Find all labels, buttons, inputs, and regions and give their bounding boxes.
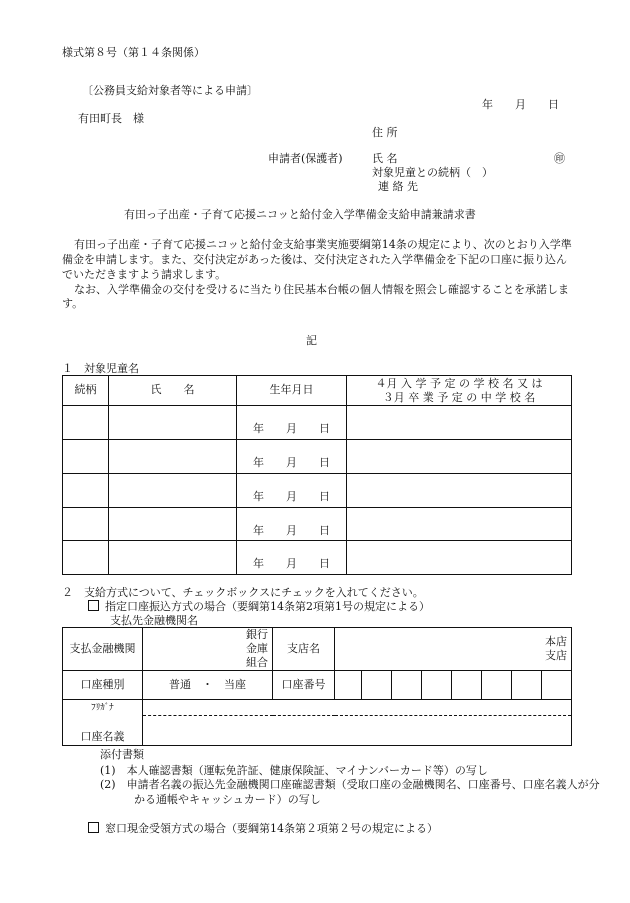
digit-box[interactable] — [541, 671, 571, 699]
addressee: 有田町長 様 — [78, 112, 144, 125]
birthdate-cell[interactable] — [237, 439, 347, 473]
holder-row — [63, 716, 572, 746]
bank-name-cell[interactable] — [143, 628, 273, 671]
relation-cell[interactable] — [63, 439, 109, 473]
bank-type-shinkin: 金庫 — [246, 642, 268, 656]
option-bank-transfer-label: 指定口座振込方式の場合（要綱第14条第2項第1号の規定による） — [105, 600, 430, 613]
relation-cell[interactable] — [63, 507, 109, 541]
bank-heading: 支払先金融機関名 — [110, 614, 198, 627]
header-birthdate: 生年月日 — [237, 376, 347, 406]
school-cell[interactable] — [347, 507, 572, 541]
name-cell[interactable] — [109, 406, 237, 440]
relation-cell[interactable] — [63, 541, 109, 575]
digit-box[interactable] — [361, 671, 391, 699]
holder-cell[interactable] — [143, 716, 572, 746]
bank-transfer-checkbox[interactable] — [88, 600, 99, 611]
relation-cell[interactable] — [63, 473, 109, 507]
cash-pickup-checkbox[interactable] — [88, 822, 99, 833]
option-cash-pickup-label: 窓口現金受領方式の場合（要綱第14条第２項第２号の規定による） — [105, 822, 438, 835]
digit-box[interactable] — [511, 671, 541, 699]
header-relation: 続柄 — [63, 376, 109, 406]
birthdate-text: 年 月 日 — [253, 489, 330, 503]
children-table-header — [63, 376, 572, 406]
form-number: 様式第８号（第１４条関係） — [62, 46, 205, 59]
ki-label: 記 — [306, 334, 317, 347]
bank-label: 支払金融機関 — [63, 628, 143, 671]
attachment-item-1: (1) 本人確認書類（運転免許証、健康保険証、マイナンバーカード等）の写し — [100, 764, 488, 777]
header-name: 氏 名 — [109, 376, 237, 406]
digit-box[interactable] — [391, 671, 421, 699]
account-number-boxes — [361, 671, 571, 699]
school-cell[interactable] — [347, 406, 572, 440]
birthdate-text: 年 月 日 — [253, 422, 330, 435]
branch-label: 支店名 — [273, 628, 335, 671]
request-type: 〔公務員支給対象者等による申請〕 — [82, 84, 258, 97]
school-cell[interactable] — [347, 541, 572, 575]
table-row — [63, 473, 572, 507]
header-school — [347, 376, 572, 406]
branch-name-cell[interactable] — [335, 628, 572, 671]
children-table — [62, 375, 572, 575]
birthdate-cell[interactable] — [237, 541, 347, 575]
table-row — [63, 541, 572, 575]
branch-type-branch: 支店 — [545, 649, 567, 662]
furigana-cell[interactable] — [143, 700, 572, 716]
name-cell[interactable] — [109, 507, 237, 541]
attachment-item-2: (2) 申請者名義の振込先金融機関口座確認書類（受取口座の金融機関名、口座番号、口座名義人が分かる通帳やキャッシュカード）の写し — [100, 778, 600, 806]
section2-heading: ２ 支給方式について、チェックボックスにチェックを入れてください。 — [62, 586, 424, 599]
name-cell[interactable] — [109, 473, 237, 507]
account-number-label: 口座番号 — [273, 671, 335, 700]
account-row — [63, 671, 572, 700]
birthdate-cell[interactable] — [237, 406, 347, 440]
birthdate-text: 年 月 日 — [253, 523, 330, 537]
date-field[interactable]: 年 月 日 — [482, 98, 559, 111]
digit-box[interactable] — [421, 671, 451, 699]
applicant-role-label: 申請者(保護者) — [268, 152, 343, 165]
document-title: 有田っ子出産・子育て応援ニコッと給付金入学準備金支給申請兼請求書 — [124, 208, 476, 221]
body-paragraph-1: 有田っ子出産・子育て応援ニコッと給付金支給事業実施要綱第14条の規定により、次のとおり入学準備金を申請します。また、交付決定があった後は、交付決定された入学準備金を下記の口座に振り込んでいただきますよう請求します。 — [62, 238, 572, 281]
digit-box[interactable] — [451, 671, 481, 699]
option-cash-pickup[interactable] — [88, 822, 438, 837]
option-bank-transfer[interactable] — [88, 600, 430, 615]
bank-table — [62, 627, 572, 746]
address-label: 住 所 — [372, 126, 398, 139]
bank-type-bank: 銀行 — [246, 628, 268, 642]
table-row — [63, 439, 572, 473]
digit-box[interactable] — [481, 671, 511, 699]
table-row — [63, 507, 572, 541]
account-number-cell[interactable] — [335, 671, 572, 700]
birthdate-text: 年 月 日 — [253, 557, 330, 571]
account-type-label: 口座種別 — [63, 671, 143, 700]
holder-label: 口座名義 — [63, 716, 143, 746]
table-row — [63, 406, 572, 440]
contact-label: 連 絡 先 — [378, 180, 418, 193]
furigana-label: ﾌﾘｶﾞﾅ — [63, 700, 143, 716]
name-cell[interactable] — [109, 439, 237, 473]
branch-type-head: 本店 — [545, 635, 567, 649]
name-cell[interactable] — [109, 541, 237, 575]
relation-cell[interactable] — [63, 406, 109, 440]
section1-heading: １ 対象児童名 — [62, 362, 139, 375]
body-paragraph-2: なお、入学準備金の交付を受けるに当たり住民基本台帳の個人情報を照会し確認することを承諾します。 — [62, 282, 569, 311]
bank-row — [63, 628, 572, 671]
school-cell[interactable] — [347, 473, 572, 507]
header-school-line2: ３月 卒 業 予 定 の 中 学 校 名 — [382, 390, 536, 404]
name-label: 氏 名 — [372, 152, 398, 165]
header-school-line1: ４月 入 学 予 定 の 学 校 名 又 は — [375, 377, 543, 391]
bank-type-kumiai: 組合 — [246, 655, 268, 669]
relation-label: 対象児童との続柄（ ） — [372, 166, 493, 179]
body-text — [62, 238, 574, 312]
seal-mark: ㊞ — [554, 152, 565, 165]
birthdate-cell[interactable] — [237, 473, 347, 507]
furigana-row — [63, 700, 572, 716]
birthdate-cell[interactable] — [237, 507, 347, 541]
account-type-value[interactable]: 普通 ・ 当座 — [143, 671, 273, 700]
attachments-heading: 添付書類 — [100, 748, 144, 761]
birthdate-text: 年 月 日 — [253, 455, 330, 469]
school-cell[interactable] — [347, 439, 572, 473]
